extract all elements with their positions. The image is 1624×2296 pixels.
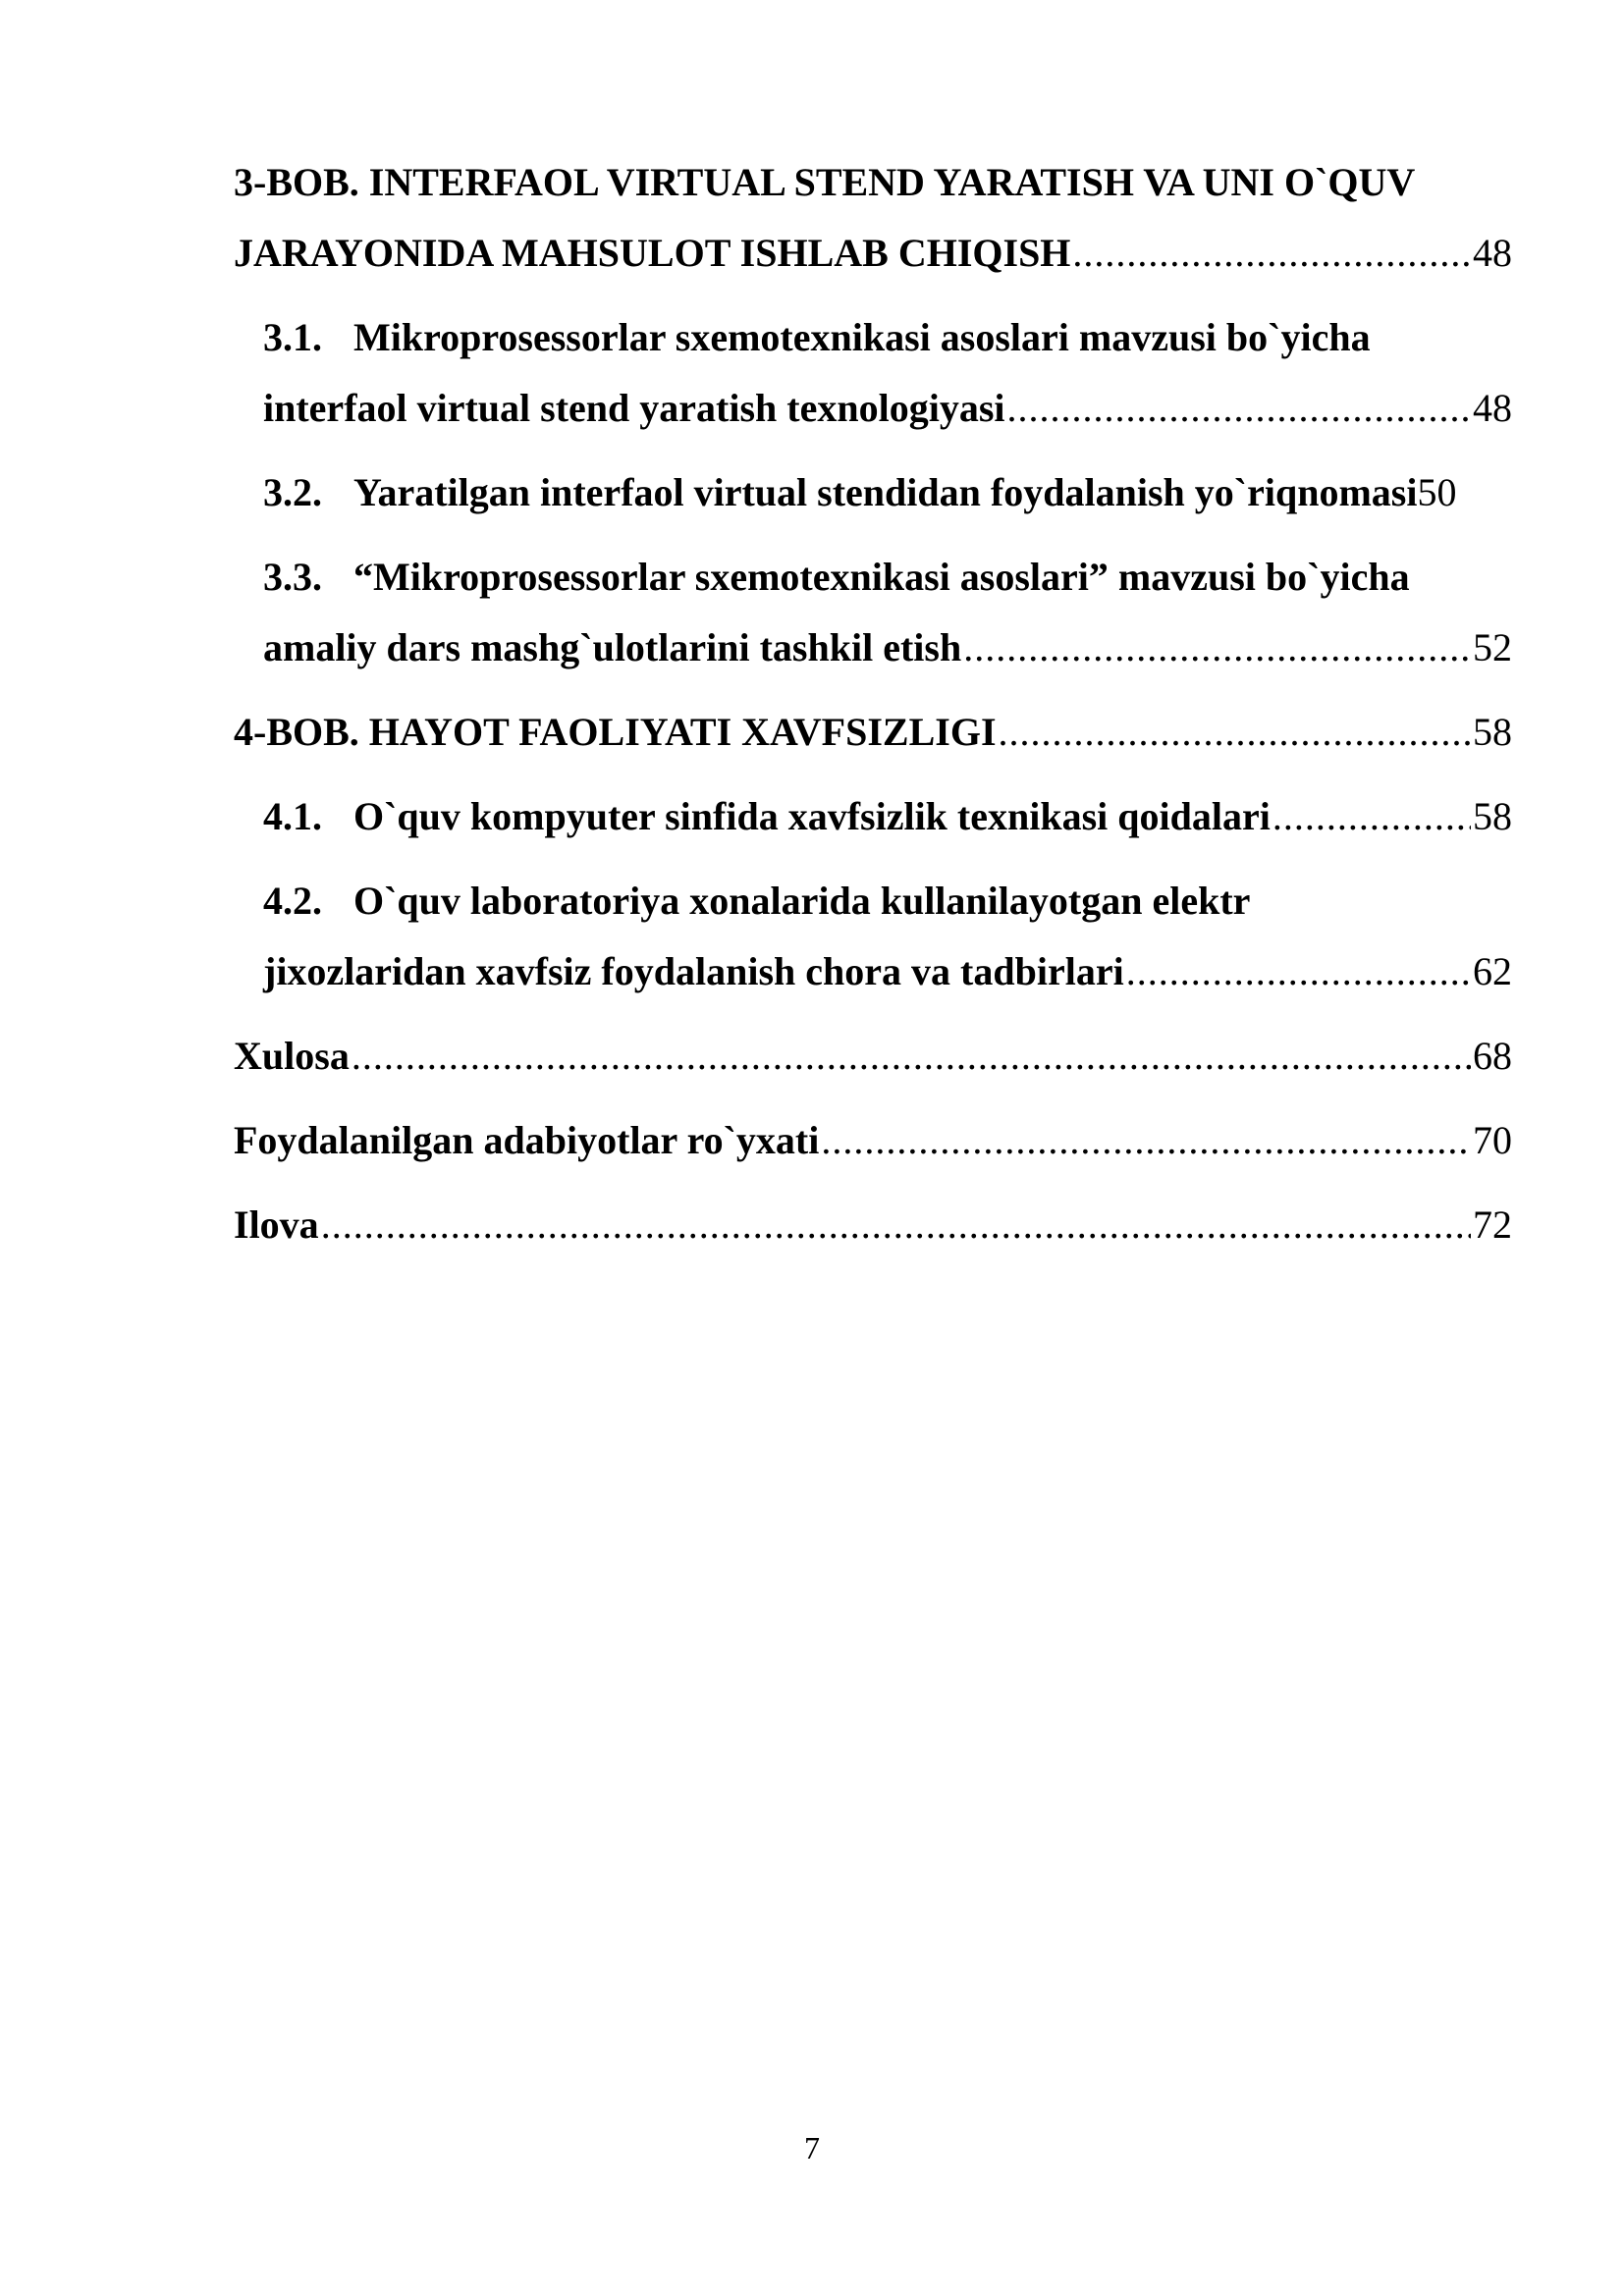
toc-entry-title-line1: Mikroprosessorlar sxemotexnikasi asoslari mavzusi bo`yicha bbox=[353, 315, 1371, 359]
dot-leader bbox=[821, 1105, 1471, 1176]
toc-entry-title-line2: jixozlaridan xavfsiz foydalanish chora va tadbirlari bbox=[263, 949, 1124, 993]
toc-entry-section-4-1[interactable] bbox=[263, 781, 1512, 852]
toc-entry-section-number: 4.2. bbox=[263, 879, 322, 923]
toc-entry-title-line1: “Mikroprosessorlar sxemotexnikasi asoslari” mavzusi bo`yicha bbox=[353, 555, 1410, 599]
dot-leader bbox=[999, 697, 1471, 768]
toc-entry-conclusion[interactable] bbox=[234, 1021, 1512, 1092]
toc-entry-title: Yaratilgan interfaol virtual stendidan foydalanish yo`riqnomasi bbox=[353, 470, 1418, 514]
toc-entry-chapter-4[interactable] bbox=[234, 697, 1512, 768]
toc-entry-page-number: 48 bbox=[1473, 231, 1512, 275]
toc-entry-title-line1: O`quv laboratoriya xonalarida kullanilayotgan elektr bbox=[353, 879, 1251, 923]
toc-entry-section-number: 3.3. bbox=[263, 555, 322, 599]
toc-entry-title-line1: 3-BOB. INTERFAOL VIRTUAL STEND YARATISH VA UNI O`QUV bbox=[234, 160, 1416, 204]
toc-entry-section-3-3[interactable] bbox=[263, 542, 1512, 683]
toc-entry-section-number: 3.2. bbox=[263, 470, 322, 514]
toc-entry-page-number: 62 bbox=[1473, 949, 1512, 993]
toc-entry-references[interactable] bbox=[234, 1105, 1512, 1176]
toc-entry-section-number: 4.1. bbox=[263, 794, 322, 838]
toc-entry-page-number: 68 bbox=[1473, 1034, 1512, 1078]
dot-leader bbox=[1126, 936, 1471, 1007]
toc-entry-section-number: 3.1. bbox=[263, 315, 322, 359]
toc-entry-title-line2: amaliy dars mashg`ulotlarini tashkil etish bbox=[263, 625, 962, 669]
toc-entry-title-line2: interfaol virtual stend yaratish texnologiyasi bbox=[263, 386, 1005, 430]
toc-entry-chapter-3[interactable] bbox=[234, 147, 1512, 289]
toc-entry-title: O`quv kompyuter sinfida xavfsizlik texnikasi qoidalari bbox=[353, 794, 1271, 838]
dot-leader bbox=[321, 1190, 1471, 1260]
toc-entry-page-number: 58 bbox=[1473, 710, 1512, 754]
toc-entry-page-number: 52 bbox=[1473, 625, 1512, 669]
dot-leader bbox=[352, 1021, 1471, 1092]
dot-leader bbox=[1007, 373, 1471, 444]
toc-entry-title-line2: JARAYONIDA MAHSULOT ISHLAB CHIQISH bbox=[234, 231, 1071, 275]
toc-entry-appendix[interactable] bbox=[234, 1190, 1512, 1260]
toc-entry-section-3-2[interactable] bbox=[263, 457, 1512, 528]
toc-entry-title: 4-BOB. HAYOT FAOLIYATI XAVFSIZLIGI bbox=[234, 710, 997, 754]
toc-entry-page-number: 58 bbox=[1473, 794, 1512, 838]
page-number: 7 bbox=[804, 2130, 820, 2165]
dot-leader bbox=[1072, 218, 1471, 289]
dot-leader bbox=[963, 613, 1471, 683]
dot-leader bbox=[1272, 781, 1471, 852]
toc-entry-page-number: 72 bbox=[1473, 1202, 1512, 1247]
toc-entry-title: Foydalanilgan adabiyotlar ro`yxati bbox=[234, 1118, 820, 1162]
toc-entry-page-number: 70 bbox=[1473, 1118, 1512, 1162]
toc-entry-section-4-2[interactable] bbox=[263, 866, 1512, 1007]
toc-entry-title: Xulosa bbox=[234, 1034, 350, 1078]
toc-entry-page-number: 50 bbox=[1417, 470, 1457, 514]
toc-entry-title: Ilova bbox=[234, 1202, 319, 1247]
toc-entry-section-3-1[interactable] bbox=[263, 302, 1512, 444]
toc-entry-page-number: 48 bbox=[1473, 386, 1512, 430]
table-of-contents bbox=[234, 147, 1512, 1260]
